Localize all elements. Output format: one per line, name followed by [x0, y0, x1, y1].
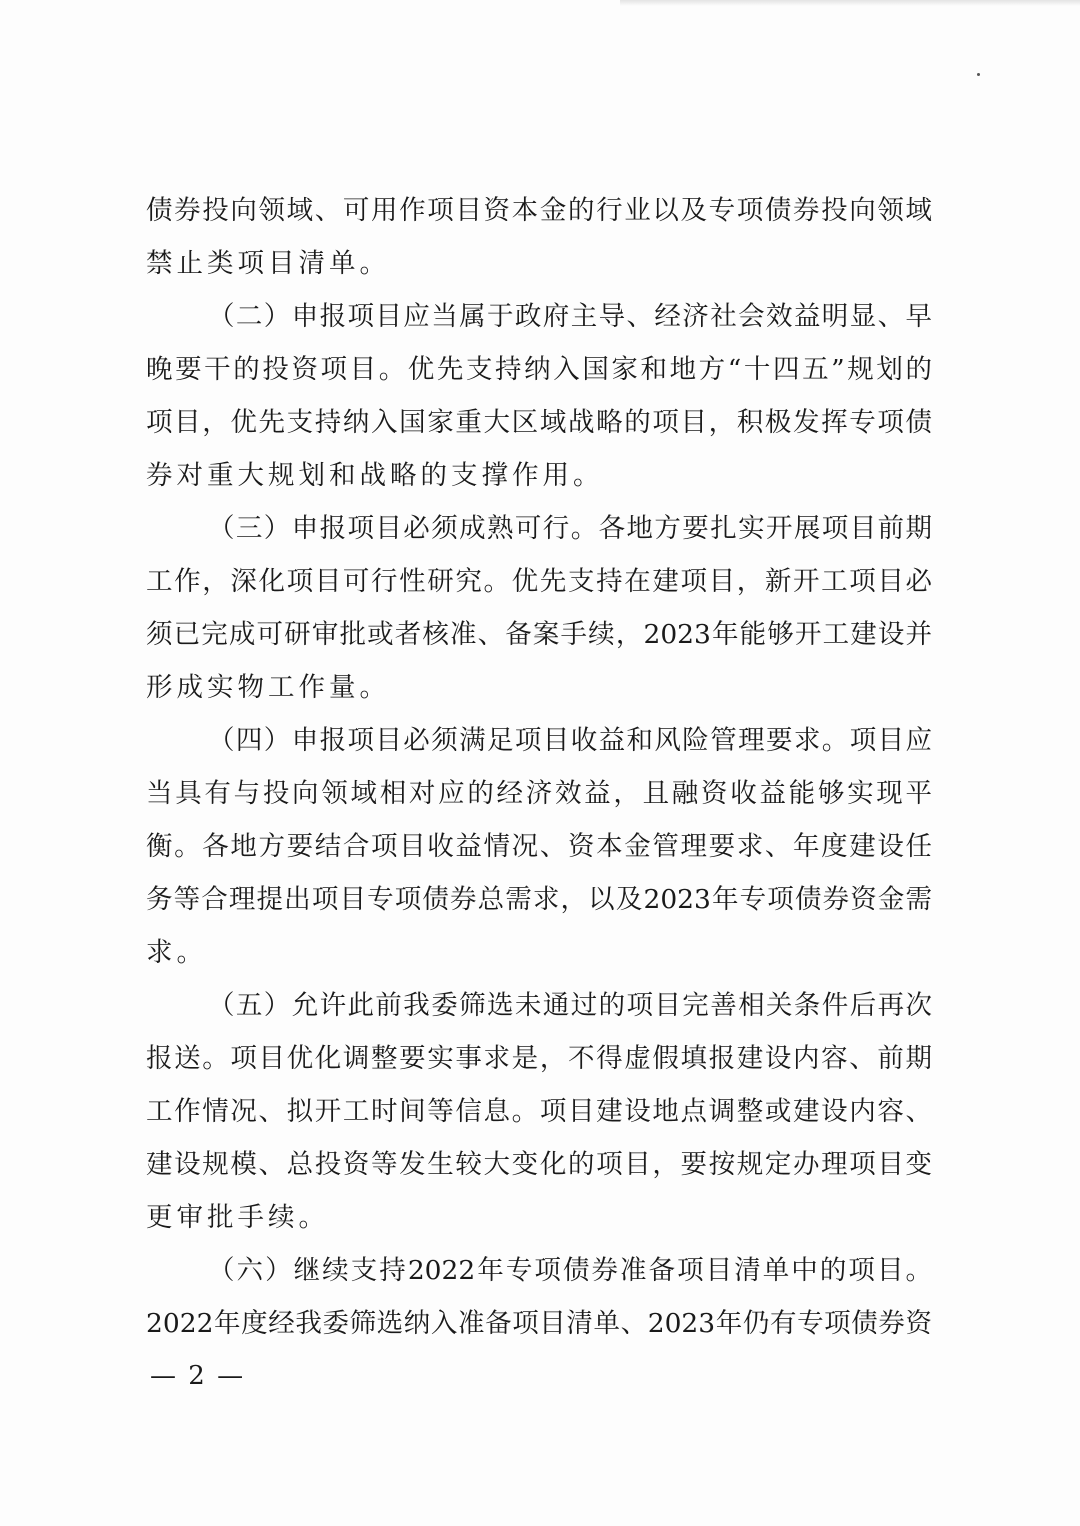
- scan-edge: [620, 0, 1080, 6]
- scan-speck: [977, 73, 980, 76]
- text-line: 建设规模、总投资等发生较大变化的项目，要按规定办理项目变: [146, 1149, 932, 1180]
- text-line: 当具有与投向领域相对应的经济效益，且融资收益能够实现平: [146, 778, 932, 809]
- text-line: 工作，深化项目可行性研究。优先支持在建项目，新开工项目必: [146, 566, 932, 597]
- text-line: 券对重大规划和战略的支撑作用。: [146, 460, 604, 491]
- text-line: （三）申报项目必须成熟可行。各地方要扎实开展项目前期: [208, 513, 932, 544]
- text-line: 晚要干的投资项目。优先支持纳入国家和地方“十四五”规划的: [146, 354, 932, 385]
- text-line: 工作情况、拟开工时间等信息。项目建设地点调整或建设内容、: [146, 1096, 932, 1127]
- text-line: （二）申报项目应当属于政府主导、经济社会效益明显、早: [208, 301, 932, 332]
- text-line: 债券投向领域、可用作项目资本金的行业以及专项债券投向领域: [146, 195, 932, 226]
- text-line: 求。: [146, 937, 207, 968]
- body-text: [146, 184, 932, 1350]
- text-line: （四）申报项目必须满足项目收益和风险管理要求。项目应: [208, 725, 932, 756]
- text-line: 报送。项目优化调整要实事求是，不得虚假填报建设内容、前期: [146, 1043, 932, 1074]
- text-line: 2022年度经我委筛选纳入准备项目清单、2023年仍有专项债券资: [146, 1308, 932, 1339]
- page-number: — 2 —: [150, 1361, 246, 1391]
- text-line: 务等合理提出项目专项债券总需求，以及2023年专项债券资金需: [146, 884, 932, 915]
- text-line: （六）继续支持2022年专项债券准备项目清单中的项目。: [208, 1255, 932, 1286]
- text-line: 更审批手续。: [146, 1202, 329, 1233]
- text-line: 禁止类项目清单。: [146, 248, 390, 279]
- text-line: 须已完成可研审批或者核准、备案手续，2023年能够开工建设并: [146, 619, 932, 650]
- text-line: 衡。各地方要结合项目收益情况、资本金管理要求、年度建设任: [146, 831, 932, 862]
- text-line: 形成实物工作量。: [146, 672, 390, 703]
- text-line: 项目，优先支持纳入国家重大区域战略的项目，积极发挥专项债: [146, 407, 932, 438]
- text-line: （五）允许此前我委筛选未通过的项目完善相关条件后再次: [208, 990, 932, 1021]
